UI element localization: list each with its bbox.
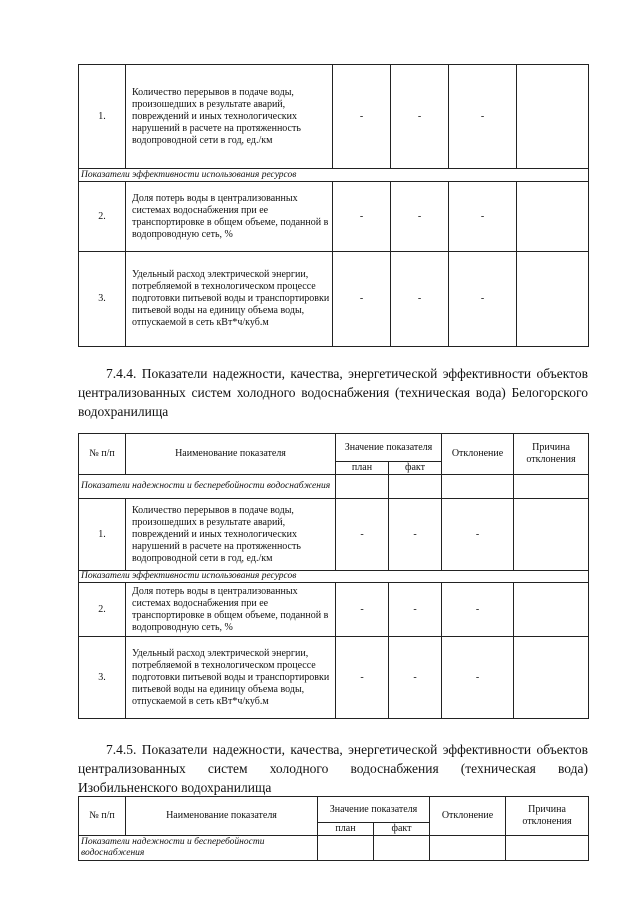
deviation-value: -: [442, 499, 514, 571]
deviation-value: -: [442, 583, 514, 637]
fact-value: -: [391, 252, 449, 347]
row-number: 1.: [79, 499, 126, 571]
indicator-name: Удельный расход электрической энергии, потребляемой в технологическом процессе подготовки питьевой воды и транспортировки питьевой воды на единицу объема воды, отпускаемой в сеть кВт*ч/куб.м: [126, 252, 333, 347]
reason-cell: [517, 252, 589, 347]
plan-value: -: [336, 583, 389, 637]
indicator-name: Количество перерывов в подаче воды, произошедших в результате аварий, повреждений и иных технологических нарушений в расчете на протяженность водопроводной сети в год, ед./км: [126, 65, 333, 169]
table-row: [79, 499, 589, 571]
col-header-fact: факт: [374, 823, 430, 836]
table-row: [79, 637, 589, 719]
table-row: [79, 65, 589, 169]
table-row: [79, 182, 589, 252]
indicator-name: Доля потерь воды в централизованных системах водоснабжения при ее транспортировке в общем объеме, поданной в водопроводную сеть, %: [126, 583, 336, 637]
section-label: Показатели надежности и бесперебойности водоснабжения: [79, 475, 336, 499]
col-header-num: № п/п: [79, 434, 126, 475]
reason-cell: [514, 637, 589, 719]
reason-cell: [517, 65, 589, 169]
reason-cell: [514, 499, 589, 571]
indicator-name: Удельный расход электрической энергии, потребляемой в технологическом процессе подготовки питьевой воды и транспортировки питьевой воды на единицу объема воды, отпускаемой в сеть кВт*ч/куб.м: [126, 637, 336, 719]
col-header-plan: план: [336, 462, 389, 475]
col-header-reason: Причина отклонения: [506, 797, 589, 836]
table-row: [79, 252, 589, 347]
col-header-value: Значение показателя: [336, 434, 442, 462]
section-row: [79, 836, 589, 861]
fact-value: -: [389, 499, 442, 571]
col-header-deviation: Отклонение: [430, 797, 506, 836]
fact-value: -: [389, 583, 442, 637]
fact-value: -: [391, 65, 449, 169]
row-number: 3.: [79, 252, 126, 347]
col-header-value: Значение показателя: [318, 797, 430, 823]
col-header-reason: Причина отклонения: [514, 434, 589, 475]
deviation-value: -: [449, 65, 517, 169]
deviation-value: -: [449, 252, 517, 347]
section-744-heading: 7.4.4. Показатели надежности, качества, энергетической эффективности объектов централизованных систем холодного водоснабжения (техническая вода) Белогорского водохранилища: [78, 366, 588, 419]
row-number: 2.: [79, 182, 126, 252]
fact-value: -: [389, 637, 442, 719]
plan-value: -: [336, 637, 389, 719]
section-row: [79, 475, 589, 499]
plan-value: -: [333, 182, 391, 252]
header-row: [79, 434, 589, 462]
row-number: 3.: [79, 637, 126, 719]
plan-value: -: [333, 252, 391, 347]
indicator-name: Количество перерывов в подаче воды, произошедших в результате аварий, повреждений и иных технологических нарушений в расчете на протяженность водопроводной сети в год, ед./км: [126, 499, 336, 571]
row-number: 2.: [79, 583, 126, 637]
table-row: [79, 583, 589, 637]
section-label: Показатели эффективности использования ресурсов: [79, 169, 589, 182]
section-row: [79, 169, 589, 182]
plan-value: -: [336, 499, 389, 571]
section-label: Показатели эффективности использования ресурсов: [79, 571, 589, 583]
section-745-heading: 7.4.5. Показатели надежности, качества, энергетической эффективности объектов централизованных систем холодного водоснабжения (техническая вода) Изобильненского водохранилища: [78, 742, 588, 795]
reason-cell: [514, 583, 589, 637]
row-number: 1.: [79, 65, 126, 169]
header-row: [79, 797, 589, 823]
col-header-plan: план: [318, 823, 374, 836]
indicator-name: Доля потерь воды в централизованных системах водоснабжения при ее транспортировке в общем объеме, поданной в водопроводную сеть, %: [126, 182, 333, 252]
section-row: [79, 571, 589, 583]
plan-value: -: [333, 65, 391, 169]
col-header-name: Наименование показателя: [126, 797, 318, 836]
deviation-value: -: [442, 637, 514, 719]
col-header-deviation: Отклонение: [442, 434, 514, 475]
top-table: [78, 64, 589, 347]
col-header-name: Наименование показателя: [126, 434, 336, 475]
col-header-num: № п/п: [79, 797, 126, 836]
reason-cell: [517, 182, 589, 252]
table-745: [78, 796, 589, 861]
deviation-value: -: [449, 182, 517, 252]
fact-value: -: [391, 182, 449, 252]
table-744: [78, 433, 589, 719]
section-label: Показатели надежности и бесперебойности водоснабжения: [79, 836, 318, 861]
col-header-fact: факт: [389, 462, 442, 475]
